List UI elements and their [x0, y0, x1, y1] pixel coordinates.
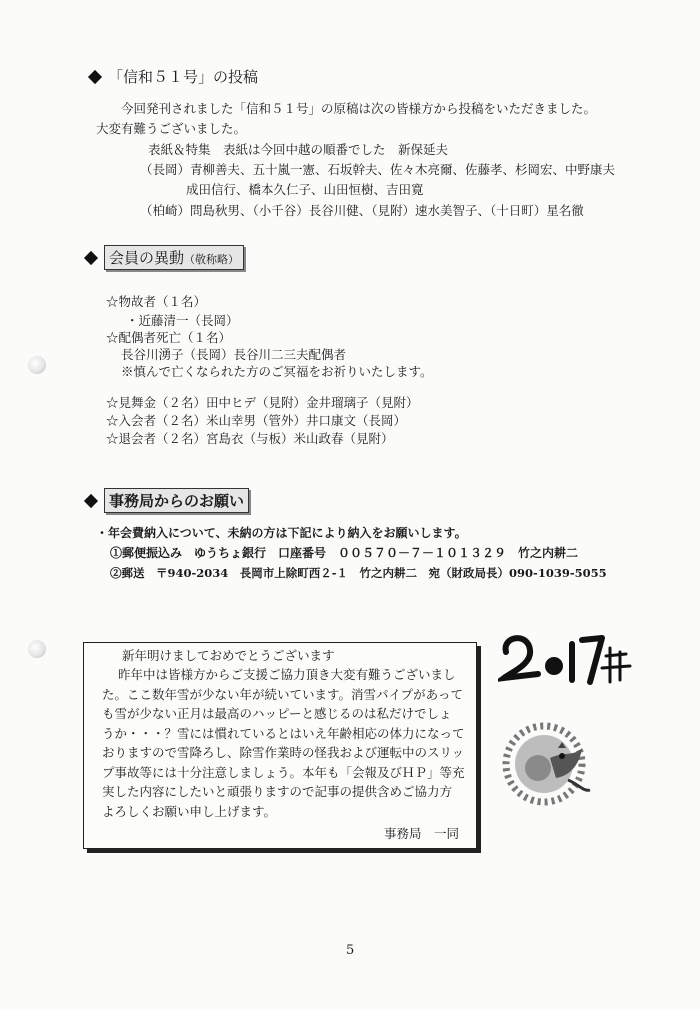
deceased-label: ☆物故者（１名）	[106, 294, 207, 309]
greeting-box	[83, 642, 477, 849]
submission-heading	[86, 66, 258, 87]
left-line: ☆退会者（２名）宮島衣（与板）米山政春（見附）	[106, 431, 394, 446]
submission-intro: 今回発刊されました「信和５１号」の原稿は次の皆様方から投稿をいただきました。	[121, 101, 597, 116]
greeting-line: うか・・・？雪には慣れているとはいえ年齢相応の体力になって	[102, 726, 465, 741]
fee-notice: ・年会費納入について、未納の方は下記により納入をお願いします。	[96, 526, 467, 540]
greeting-line: 昨年中は皆様方からご支援ご協力頂き大変有難うございまし	[118, 667, 456, 682]
submission-thanks: 大変有難うございました。	[96, 121, 247, 136]
punch-hole	[28, 356, 46, 374]
diamond-bullet-icon	[84, 250, 98, 264]
office-heading-text: 事務局からのお願い	[104, 488, 249, 513]
rooster-illustration-icon	[498, 718, 598, 808]
office-heading	[82, 488, 249, 513]
greeting-line: おりますので雪降ろし、除雪作業時の怪我および運転中のスリッ	[102, 745, 465, 760]
nagaoka-line-2: 成田信行、橋本久仁子、山田恒樹、吉田寛	[186, 182, 424, 197]
members-heading-text: 会員の異動	[109, 249, 185, 267]
joined-line: ☆入会者（２名）米山幸男（管外）井口康文（長岡）	[106, 413, 407, 428]
greeting-signature: 事務局 一同	[384, 826, 460, 841]
mail-line: ②郵送 〒940-2034 長岡市上除町西２-１ 竹之内耕二 宛（財政局長）090-1039-5055	[110, 566, 607, 580]
year-2017-logo-icon	[498, 622, 638, 694]
nagaoka-line-1: （長岡）青柳善夫、五十嵐一憲、石坂幹夫、佐々木亮爾、佐藤孝、杉岡宏、中野康夫	[140, 162, 616, 177]
greeting-line: プ事故等には十分注意しましょう。本年も「会報及びＨＰ」等充	[102, 765, 465, 780]
punch-hole	[28, 640, 46, 658]
cover-line: 表紙＆特集 表紙は今回中越の順番でした 新保延夫	[148, 142, 449, 157]
postal-transfer-line: ①郵便振込み ゆうちょ銀行 口座番号 ００５７０－７－１０１３２９ 竹之内耕二	[110, 546, 579, 560]
greeting-line: よろしくお願い申し上げます。	[102, 804, 277, 819]
members-heading	[82, 245, 244, 270]
diamond-bullet-icon	[88, 69, 102, 83]
greeting-title: 新年明けましておめでとうございます	[122, 648, 335, 663]
members-heading-box	[104, 245, 244, 270]
greeting-line: も雪が少ない正月は最高のハッピーと感じるのは私だけでしょ	[102, 706, 452, 721]
members-heading-note: （敬称略）	[184, 253, 240, 266]
greeting-line: 実した内容にしたいと頑張りますので記事の提供含めご協力方	[102, 784, 453, 799]
spouse-entry: 長谷川湧子（長岡）長谷川二三夫配偶者	[121, 347, 347, 362]
diamond-bullet-icon	[84, 493, 98, 507]
submission-heading-text: 「信和５１号」の投稿	[108, 68, 259, 86]
condolence-note: ※慎んで亡くなられた方のご冥福をお祈りいたします。	[121, 364, 433, 379]
page-number: 5	[346, 943, 355, 958]
kashiwazaki-line: （柏崎）問島秋男、（小千谷）長谷川健、（見附）速水美智子、（十日町）星名徹	[140, 203, 584, 218]
deceased-entry: ・近藤清一（長岡）	[126, 313, 239, 328]
greeting-line: た。ここ数年雪が少ない年が続いています。消雪パイプがあって	[102, 687, 464, 702]
sympathy-line: ☆見舞金（２名）田中ヒデ（見附）金井瑠璃子（見附）	[106, 395, 419, 410]
spouse-label: ☆配偶者死亡（１名）	[106, 330, 232, 345]
